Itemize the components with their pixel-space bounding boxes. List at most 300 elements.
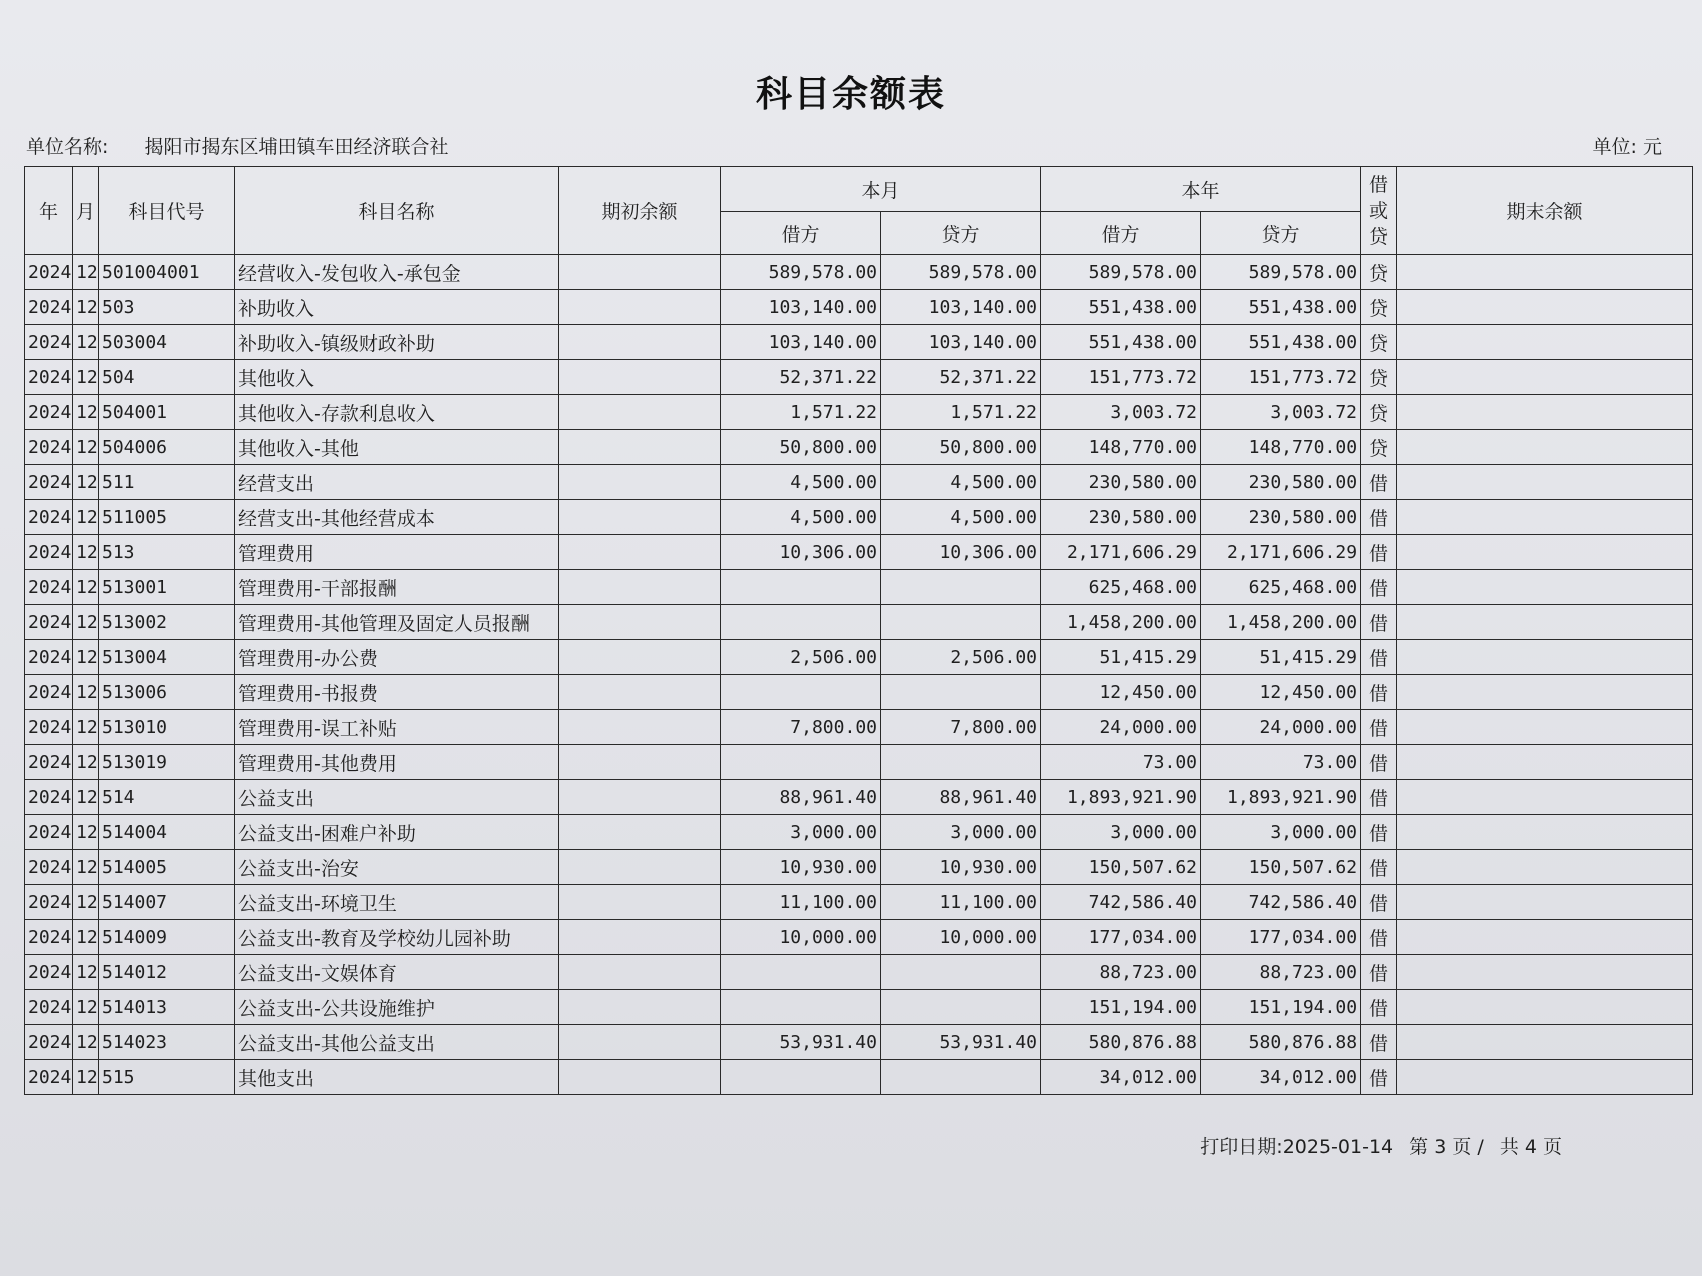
currency-unit: 单位: 元 [1592, 136, 1662, 158]
cell-month: 12 [73, 430, 99, 465]
cell-year-credit: 177,034.00 [1201, 920, 1361, 955]
cell-month-credit [881, 955, 1041, 990]
cell-opening [559, 885, 721, 920]
cell-name: 其他收入 [235, 360, 559, 395]
cell-year-debit: 150,507.62 [1041, 850, 1201, 885]
cell-direction: 贷 [1361, 395, 1397, 430]
cell-year: 2024 [25, 675, 73, 710]
cell-opening [559, 430, 721, 465]
cell-name: 补助收入-镇级财政补助 [235, 325, 559, 360]
cell-year: 2024 [25, 360, 73, 395]
cell-year-credit: 151,194.00 [1201, 990, 1361, 1025]
cell-year: 2024 [25, 465, 73, 500]
cell-direction: 借 [1361, 465, 1397, 500]
cell-month-credit: 53,931.40 [881, 1025, 1041, 1060]
cell-closing [1397, 885, 1693, 920]
cell-year-debit: 230,580.00 [1041, 465, 1201, 500]
cell-name: 公益支出-教育及学校幼儿园补助 [235, 920, 559, 955]
cell-closing [1397, 535, 1693, 570]
cell-code: 513001 [99, 570, 235, 605]
cell-month-debit: 103,140.00 [721, 290, 881, 325]
cell-year: 2024 [25, 955, 73, 990]
table-row [25, 850, 1693, 885]
cell-year-credit: 12,450.00 [1201, 675, 1361, 710]
cell-month-debit: 589,578.00 [721, 255, 881, 290]
cell-code: 504 [99, 360, 235, 395]
table-row [25, 1060, 1693, 1095]
cell-month-credit: 52,371.22 [881, 360, 1041, 395]
cell-month: 12 [73, 990, 99, 1025]
cell-opening [559, 815, 721, 850]
header-code: 科目代号 [99, 167, 235, 255]
table-row [25, 325, 1693, 360]
cell-name: 管理费用-书报费 [235, 675, 559, 710]
table-row [25, 640, 1693, 675]
cell-year: 2024 [25, 920, 73, 955]
cell-month: 12 [73, 640, 99, 675]
cell-code: 514007 [99, 885, 235, 920]
cell-closing [1397, 1060, 1693, 1095]
cell-direction: 借 [1361, 990, 1397, 1025]
cell-year: 2024 [25, 395, 73, 430]
cell-year-debit: 88,723.00 [1041, 955, 1201, 990]
cell-name: 补助收入 [235, 290, 559, 325]
cell-year-debit: 3,000.00 [1041, 815, 1201, 850]
cell-closing [1397, 920, 1693, 955]
cell-year-debit: 73.00 [1041, 745, 1201, 780]
cell-opening [559, 850, 721, 885]
cell-month-debit: 7,800.00 [721, 710, 881, 745]
cell-year-credit: 51,415.29 [1201, 640, 1361, 675]
cell-closing [1397, 360, 1693, 395]
cell-month-debit: 1,571.22 [721, 395, 881, 430]
cell-name: 管理费用-其他管理及固定人员报酬 [235, 605, 559, 640]
cell-name: 公益支出-环境卫生 [235, 885, 559, 920]
cell-month-credit: 3,000.00 [881, 815, 1041, 850]
cell-month-credit: 4,500.00 [881, 500, 1041, 535]
cell-closing [1397, 395, 1693, 430]
cell-year-credit: 73.00 [1201, 745, 1361, 780]
cell-month-debit: 4,500.00 [721, 465, 881, 500]
cell-month: 12 [73, 290, 99, 325]
cell-opening [559, 395, 721, 430]
cell-name: 管理费用 [235, 535, 559, 570]
cell-year-debit: 580,876.88 [1041, 1025, 1201, 1060]
cell-year-debit: 551,438.00 [1041, 325, 1201, 360]
cell-year: 2024 [25, 430, 73, 465]
cell-month-credit [881, 745, 1041, 780]
cell-month-credit [881, 1060, 1041, 1095]
print-date: 打印日期:2025-01-14 [1200, 1136, 1394, 1158]
cell-year-debit: 151,194.00 [1041, 990, 1201, 1025]
cell-month-credit: 11,100.00 [881, 885, 1041, 920]
cell-name: 公益支出-文娱体育 [235, 955, 559, 990]
cell-year-debit: 625,468.00 [1041, 570, 1201, 605]
cell-month-credit: 2,506.00 [881, 640, 1041, 675]
page-number: 第 3 页 / [1409, 1136, 1484, 1158]
cell-month-debit [721, 675, 881, 710]
cell-direction: 贷 [1361, 290, 1397, 325]
cell-year: 2024 [25, 780, 73, 815]
cell-month-debit: 10,000.00 [721, 920, 881, 955]
cell-code: 514004 [99, 815, 235, 850]
cell-direction: 借 [1361, 675, 1397, 710]
header-month: 月 [73, 167, 99, 255]
cell-month: 12 [73, 1060, 99, 1095]
cell-opening [559, 955, 721, 990]
cell-code: 513004 [99, 640, 235, 675]
cell-code: 504006 [99, 430, 235, 465]
cell-month-credit: 103,140.00 [881, 325, 1041, 360]
cell-name: 经营支出 [235, 465, 559, 500]
report-title: 科目余额表 [755, 74, 946, 115]
cell-direction: 借 [1361, 885, 1397, 920]
table-row [25, 430, 1693, 465]
cell-year-credit: 742,586.40 [1201, 885, 1361, 920]
cell-month-credit: 103,140.00 [881, 290, 1041, 325]
cell-direction: 借 [1361, 500, 1397, 535]
cell-code: 514023 [99, 1025, 235, 1060]
header-month-debit: 借方 [721, 212, 881, 255]
table-row [25, 395, 1693, 430]
cell-name: 管理费用-其他费用 [235, 745, 559, 780]
cell-year-credit: 24,000.00 [1201, 710, 1361, 745]
cell-name: 其他收入-存款利息收入 [235, 395, 559, 430]
cell-year-credit: 151,773.72 [1201, 360, 1361, 395]
cell-name: 其他收入-其他 [235, 430, 559, 465]
cell-year-credit: 148,770.00 [1201, 430, 1361, 465]
cell-year-credit: 1,458,200.00 [1201, 605, 1361, 640]
cell-code: 511005 [99, 500, 235, 535]
header-year-debit: 借方 [1041, 212, 1201, 255]
cell-month: 12 [73, 500, 99, 535]
cell-direction: 贷 [1361, 430, 1397, 465]
cell-direction: 借 [1361, 570, 1397, 605]
cell-year-credit: 88,723.00 [1201, 955, 1361, 990]
header-this-year: 本年 [1041, 167, 1361, 212]
cell-month-debit: 88,961.40 [721, 780, 881, 815]
cell-year: 2024 [25, 745, 73, 780]
cell-direction: 借 [1361, 955, 1397, 990]
cell-year: 2024 [25, 535, 73, 570]
cell-name: 经营收入-发包收入-承包金 [235, 255, 559, 290]
unit-name-value: 揭阳市揭东区埔田镇车田经济联合社 [144, 136, 449, 158]
cell-month-debit: 10,306.00 [721, 535, 881, 570]
cell-opening [559, 290, 721, 325]
header-opening: 期初余额 [559, 167, 721, 255]
cell-month-debit: 103,140.00 [721, 325, 881, 360]
cell-year-credit: 551,438.00 [1201, 325, 1361, 360]
cell-year: 2024 [25, 885, 73, 920]
cell-opening [559, 325, 721, 360]
cell-closing [1397, 255, 1693, 290]
table-row [25, 780, 1693, 815]
cell-closing [1397, 815, 1693, 850]
cell-year-debit: 1,458,200.00 [1041, 605, 1201, 640]
cell-year-debit: 34,012.00 [1041, 1060, 1201, 1095]
cell-direction: 借 [1361, 745, 1397, 780]
cell-year-debit: 2,171,606.29 [1041, 535, 1201, 570]
table-row [25, 955, 1693, 990]
cell-year-debit: 589,578.00 [1041, 255, 1201, 290]
cell-month-debit: 11,100.00 [721, 885, 881, 920]
cell-opening [559, 640, 721, 675]
cell-year: 2024 [25, 1060, 73, 1095]
cell-code: 503 [99, 290, 235, 325]
cell-month-debit: 10,930.00 [721, 850, 881, 885]
cell-month: 12 [73, 745, 99, 780]
cell-year: 2024 [25, 500, 73, 535]
cell-year-credit: 625,468.00 [1201, 570, 1361, 605]
cell-year-debit: 151,773.72 [1041, 360, 1201, 395]
cell-year-credit: 230,580.00 [1201, 465, 1361, 500]
cell-closing [1397, 290, 1693, 325]
cell-name: 公益支出-困难户补助 [235, 815, 559, 850]
cell-closing [1397, 850, 1693, 885]
cell-code: 514012 [99, 955, 235, 990]
cell-month: 12 [73, 465, 99, 500]
cell-year-debit: 177,034.00 [1041, 920, 1201, 955]
cell-closing [1397, 990, 1693, 1025]
cell-month-debit: 4,500.00 [721, 500, 881, 535]
cell-code: 514 [99, 780, 235, 815]
cell-direction: 借 [1361, 1025, 1397, 1060]
cell-month: 12 [73, 570, 99, 605]
cell-closing [1397, 675, 1693, 710]
cell-direction: 借 [1361, 605, 1397, 640]
cell-year: 2024 [25, 640, 73, 675]
cell-opening [559, 360, 721, 395]
cell-direction: 借 [1361, 850, 1397, 885]
cell-month: 12 [73, 360, 99, 395]
cell-opening [559, 990, 721, 1025]
cell-year-credit: 3,000.00 [1201, 815, 1361, 850]
cell-month: 12 [73, 920, 99, 955]
cell-closing [1397, 780, 1693, 815]
table-row [25, 255, 1693, 290]
cell-month-credit [881, 675, 1041, 710]
cell-month-credit [881, 990, 1041, 1025]
cell-month-credit: 7,800.00 [881, 710, 1041, 745]
cell-closing [1397, 570, 1693, 605]
header-name: 科目名称 [235, 167, 559, 255]
cell-month: 12 [73, 1025, 99, 1060]
cell-name: 其他支出 [235, 1060, 559, 1095]
cell-year: 2024 [25, 255, 73, 290]
cell-year-debit: 12,450.00 [1041, 675, 1201, 710]
cell-closing [1397, 605, 1693, 640]
cell-closing [1397, 955, 1693, 990]
cell-month: 12 [73, 675, 99, 710]
cell-closing [1397, 1025, 1693, 1060]
cell-month: 12 [73, 815, 99, 850]
cell-code: 515 [99, 1060, 235, 1095]
cell-year-credit: 3,003.72 [1201, 395, 1361, 430]
cell-year-credit: 580,876.88 [1201, 1025, 1361, 1060]
header-month-credit: 贷方 [881, 212, 1041, 255]
unit-name-label: 单位名称: [26, 136, 109, 158]
cell-closing [1397, 500, 1693, 535]
cell-year-credit: 551,438.00 [1201, 290, 1361, 325]
cell-year: 2024 [25, 850, 73, 885]
cell-code: 514005 [99, 850, 235, 885]
cell-year-credit: 589,578.00 [1201, 255, 1361, 290]
cell-code: 513006 [99, 675, 235, 710]
table-row [25, 535, 1693, 570]
cell-month-debit: 2,506.00 [721, 640, 881, 675]
cell-opening [559, 535, 721, 570]
table-row [25, 815, 1693, 850]
header-year-credit: 贷方 [1201, 212, 1361, 255]
cell-name: 公益支出-公共设施维护 [235, 990, 559, 1025]
cell-direction: 借 [1361, 920, 1397, 955]
header-this-month: 本月 [721, 167, 1041, 212]
table-row [25, 290, 1693, 325]
cell-month-credit: 10,000.00 [881, 920, 1041, 955]
cell-year-debit: 24,000.00 [1041, 710, 1201, 745]
cell-month-credit: 50,800.00 [881, 430, 1041, 465]
cell-direction: 借 [1361, 640, 1397, 675]
cell-name: 公益支出-治安 [235, 850, 559, 885]
cell-name: 公益支出 [235, 780, 559, 815]
cell-opening [559, 780, 721, 815]
cell-name: 管理费用-干部报酬 [235, 570, 559, 605]
cell-code: 513010 [99, 710, 235, 745]
cell-year-debit: 3,003.72 [1041, 395, 1201, 430]
cell-month: 12 [73, 535, 99, 570]
table-row [25, 570, 1693, 605]
cell-opening [559, 710, 721, 745]
cell-year-credit: 34,012.00 [1201, 1060, 1361, 1095]
cell-month: 12 [73, 710, 99, 745]
cell-name: 管理费用-误工补贴 [235, 710, 559, 745]
cell-month-credit [881, 570, 1041, 605]
cell-year: 2024 [25, 990, 73, 1025]
table-row [25, 710, 1693, 745]
cell-month-debit: 50,800.00 [721, 430, 881, 465]
table-row [25, 360, 1693, 395]
cell-code: 501004001 [99, 255, 235, 290]
cell-month: 12 [73, 885, 99, 920]
cell-month-credit: 88,961.40 [881, 780, 1041, 815]
cell-month-debit [721, 570, 881, 605]
table-row [25, 500, 1693, 535]
cell-month: 12 [73, 955, 99, 990]
cell-code: 511 [99, 465, 235, 500]
cell-closing [1397, 745, 1693, 780]
cell-closing [1397, 640, 1693, 675]
header-closing: 期末余额 [1397, 167, 1693, 255]
cell-closing [1397, 430, 1693, 465]
cell-month: 12 [73, 780, 99, 815]
table-body [25, 255, 1693, 1095]
cell-name: 公益支出-其他公益支出 [235, 1025, 559, 1060]
cell-year-debit: 51,415.29 [1041, 640, 1201, 675]
cell-direction: 贷 [1361, 255, 1397, 290]
header-year: 年 [25, 167, 73, 255]
cell-year: 2024 [25, 815, 73, 850]
table-row [25, 675, 1693, 710]
cell-code: 513019 [99, 745, 235, 780]
cell-year: 2024 [25, 710, 73, 745]
cell-year-credit: 1,893,921.90 [1201, 780, 1361, 815]
cell-code: 514009 [99, 920, 235, 955]
cell-code: 513002 [99, 605, 235, 640]
cell-direction: 借 [1361, 710, 1397, 745]
cell-name: 经营支出-其他经营成本 [235, 500, 559, 535]
page-total: 共 4 页 [1499, 1136, 1562, 1158]
cell-year-debit: 742,586.40 [1041, 885, 1201, 920]
cell-direction: 借 [1361, 780, 1397, 815]
cell-opening [559, 1060, 721, 1095]
cell-year: 2024 [25, 605, 73, 640]
cell-month-debit: 52,371.22 [721, 360, 881, 395]
table-row [25, 885, 1693, 920]
table-row [25, 1025, 1693, 1060]
cell-month-debit: 3,000.00 [721, 815, 881, 850]
cell-month-credit: 1,571.22 [881, 395, 1041, 430]
cell-year: 2024 [25, 290, 73, 325]
cell-month-credit [881, 605, 1041, 640]
cell-month: 12 [73, 325, 99, 360]
cell-year: 2024 [25, 570, 73, 605]
table-row [25, 990, 1693, 1025]
cell-month-credit: 4,500.00 [881, 465, 1041, 500]
cell-year-credit: 230,580.00 [1201, 500, 1361, 535]
page-footer [1190, 1132, 1562, 1159]
cell-year-credit: 150,507.62 [1201, 850, 1361, 885]
cell-opening [559, 745, 721, 780]
cell-year: 2024 [25, 325, 73, 360]
unit-name-line [26, 132, 448, 159]
cell-direction: 借 [1361, 815, 1397, 850]
cell-month: 12 [73, 850, 99, 885]
cell-direction: 借 [1361, 535, 1397, 570]
cell-opening [559, 570, 721, 605]
cell-month-credit: 589,578.00 [881, 255, 1041, 290]
balance-table [24, 166, 1693, 1095]
cell-month-debit [721, 1060, 881, 1095]
cell-opening [559, 465, 721, 500]
cell-opening [559, 500, 721, 535]
cell-direction: 借 [1361, 1060, 1397, 1095]
cell-opening [559, 605, 721, 640]
cell-year-debit: 1,893,921.90 [1041, 780, 1201, 815]
cell-year-debit: 551,438.00 [1041, 290, 1201, 325]
cell-month-debit [721, 605, 881, 640]
table-row [25, 920, 1693, 955]
cell-closing [1397, 325, 1693, 360]
cell-closing [1397, 710, 1693, 745]
cell-month: 12 [73, 605, 99, 640]
cell-year-debit: 230,580.00 [1041, 500, 1201, 535]
cell-code: 514013 [99, 990, 235, 1025]
cell-month: 12 [73, 395, 99, 430]
cell-opening [559, 675, 721, 710]
table-row [25, 745, 1693, 780]
cell-code: 504001 [99, 395, 235, 430]
cell-direction: 贷 [1361, 325, 1397, 360]
cell-direction: 贷 [1361, 360, 1397, 395]
cell-month-debit [721, 955, 881, 990]
cell-month-credit: 10,930.00 [881, 850, 1041, 885]
cell-month-credit: 10,306.00 [881, 535, 1041, 570]
cell-month-debit [721, 990, 881, 1025]
cell-opening [559, 920, 721, 955]
cell-name: 管理费用-办公费 [235, 640, 559, 675]
table-row [25, 465, 1693, 500]
cell-year-credit: 2,171,606.29 [1201, 535, 1361, 570]
